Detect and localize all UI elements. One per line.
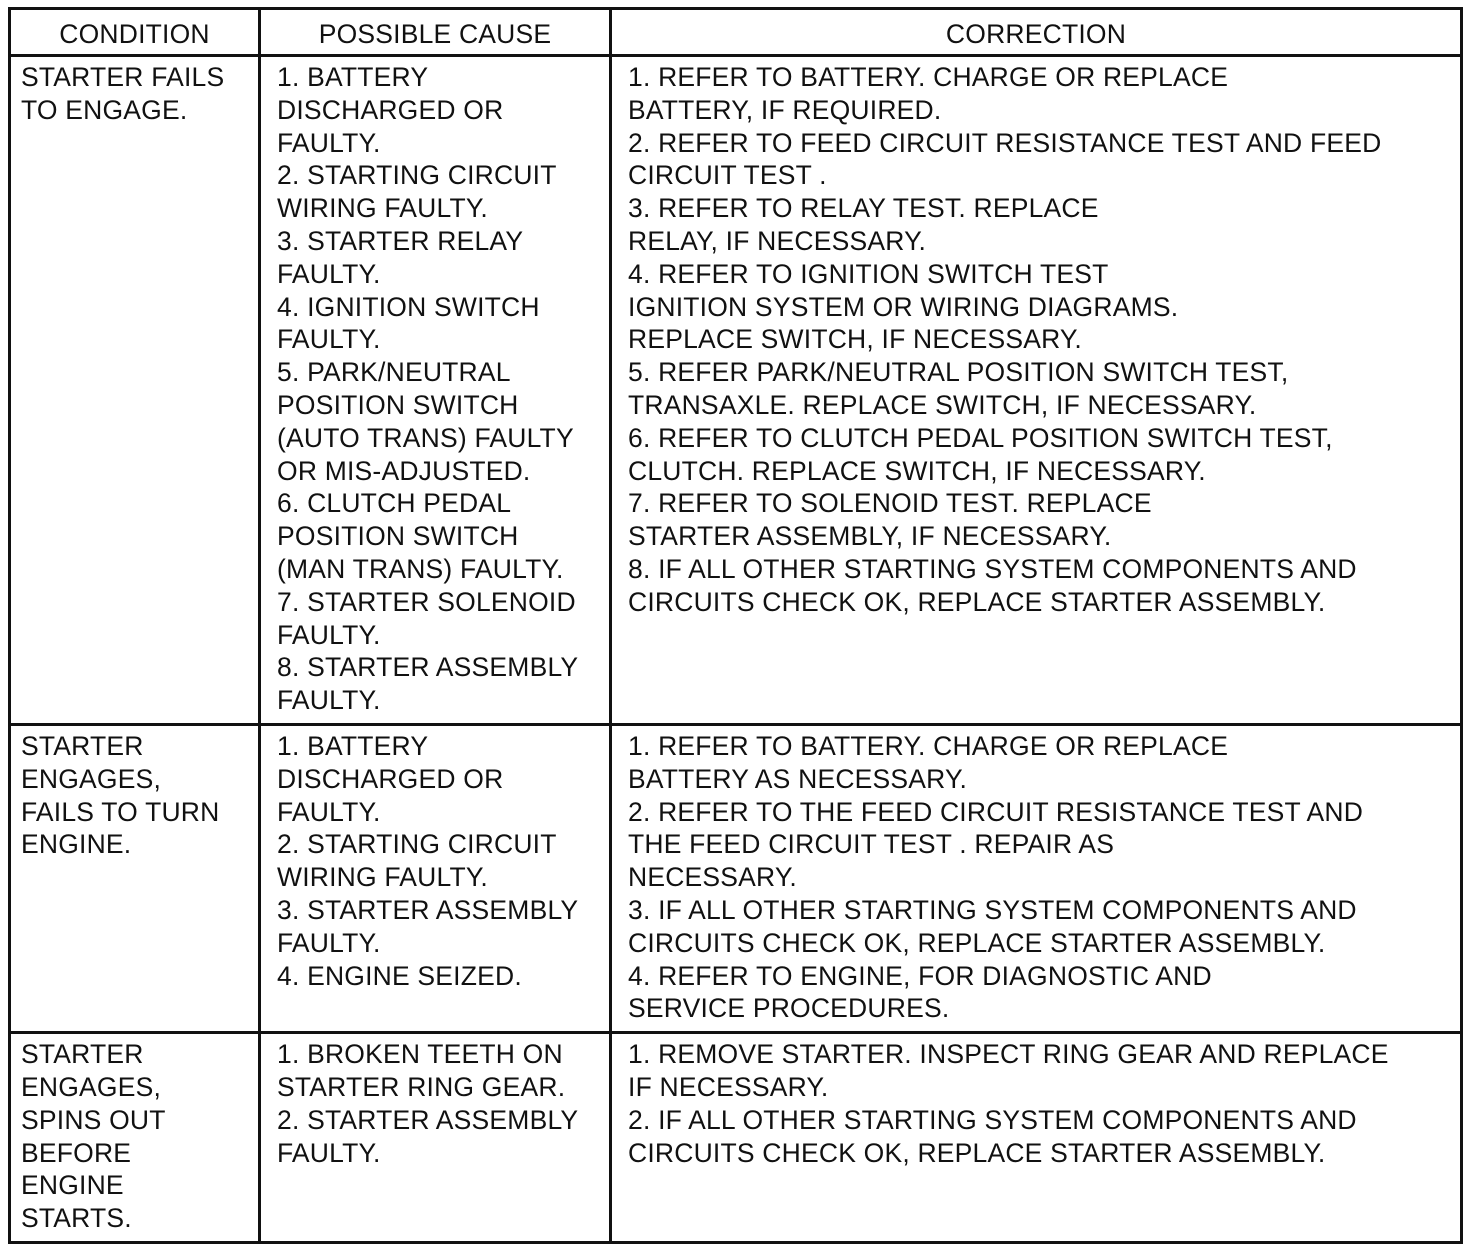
correction-line: 2. IF ALL OTHER STARTING SYSTEM COMPONENTS AND	[628, 1104, 1357, 1135]
correction-line: STARTER ASSEMBLY, IF NECESSARY.	[628, 521, 1112, 552]
correction-cell	[611, 1033, 1462, 1243]
cause-line: FAULTY.	[277, 796, 381, 827]
correction-line: 2. REFER TO THE FEED CIRCUIT RESISTANCE TEST AND	[628, 796, 1364, 827]
correction-line: NECESSARY.	[628, 862, 797, 893]
correction-line: 1. REFER TO BATTERY. CHARGE OR REPLACE	[628, 730, 1229, 761]
cause-line: 1. BROKEN TEETH ON	[277, 1039, 563, 1070]
header-correction: CORRECTION	[611, 9, 1462, 56]
correction-line: CIRCUITS CHECK OK, REPLACE STARTER ASSEMBLY.	[628, 927, 1326, 958]
correction-line: CIRCUITS CHECK OK, REPLACE STARTER ASSEMBLY.	[628, 586, 1326, 617]
condition-line: STARTS.	[21, 1203, 132, 1234]
correction-line: TRANSAXLE. REPLACE SWITCH, IF NECESSARY.	[628, 389, 1257, 420]
cause-line: 1. BATTERY	[277, 730, 429, 761]
cause-line: DISCHARGED OR	[277, 94, 504, 125]
condition-cell	[10, 56, 260, 725]
header-possible-cause: POSSIBLE CAUSE	[260, 9, 611, 56]
correction-line: 7. REFER TO SOLENOID TEST. REPLACE	[628, 488, 1152, 519]
condition-line: ENGINE	[21, 1170, 124, 1201]
possible-cause-cell	[260, 1033, 611, 1243]
correction-line: THE FEED CIRCUIT TEST . REPAIR AS	[628, 829, 1115, 860]
cause-line: POSITION SWITCH	[277, 389, 519, 420]
table-row	[10, 1033, 1462, 1243]
correction-line: 5. REFER PARK/NEUTRAL POSITION SWITCH TEST,	[628, 357, 1289, 388]
correction-line: REPLACE SWITCH, IF NECESSARY.	[628, 324, 1082, 355]
correction-line: CIRCUITS CHECK OK, REPLACE STARTER ASSEMBLY.	[628, 1137, 1326, 1168]
correction-line: 4. REFER TO ENGINE, FOR DIAGNOSTIC AND	[628, 960, 1212, 991]
condition-line: STARTER	[21, 1039, 144, 1070]
cause-line: 8. STARTER ASSEMBLY	[277, 652, 579, 683]
correction-cell	[611, 56, 1462, 725]
condition-line: TO ENGAGE.	[21, 94, 188, 125]
correction-line: IF NECESSARY.	[628, 1071, 829, 1102]
correction-cell	[611, 724, 1462, 1032]
condition-line: STARTER	[21, 730, 144, 761]
correction-line: 8. IF ALL OTHER STARTING SYSTEM COMPONENTS AND	[628, 553, 1357, 584]
cause-line: 5. PARK/NEUTRAL	[277, 357, 511, 388]
condition-line: STARTER FAILS	[21, 62, 225, 92]
cause-line: 2. STARTING CIRCUIT	[277, 829, 557, 860]
condition-line: ENGINE.	[21, 829, 132, 860]
correction-line: BATTERY AS NECESSARY.	[628, 763, 968, 794]
table-row	[10, 724, 1462, 1032]
condition-cell	[10, 1033, 260, 1243]
cause-line: 7. STARTER SOLENOID	[277, 586, 576, 617]
cause-line: OR MIS-ADJUSTED.	[277, 455, 531, 486]
header-row	[10, 9, 1462, 56]
cause-line: 2. STARTING CIRCUIT	[277, 160, 557, 191]
cause-line: FAULTY.	[277, 127, 381, 158]
correction-line: CLUTCH. REPLACE SWITCH, IF NECESSARY.	[628, 455, 1206, 486]
correction-line: SERVICE PROCEDURES.	[628, 993, 950, 1024]
correction-line: 4. REFER TO IGNITION SWITCH TEST	[628, 258, 1109, 289]
header-condition: CONDITION	[10, 9, 260, 56]
condition-line: FAILS TO TURN	[21, 796, 220, 827]
cause-line: (MAN TRANS) FAULTY.	[277, 553, 564, 584]
condition-cell	[10, 724, 260, 1032]
cause-line: 4. IGNITION SWITCH	[277, 291, 540, 322]
possible-cause-cell	[260, 724, 611, 1032]
cause-line: FAULTY.	[277, 1137, 381, 1168]
correction-line: BATTERY, IF REQUIRED.	[628, 94, 942, 125]
correction-line: 3. IF ALL OTHER STARTING SYSTEM COMPONENTS AND	[628, 894, 1357, 925]
cause-line: (AUTO TRANS) FAULTY	[277, 422, 574, 453]
correction-line: 2. REFER TO FEED CIRCUIT RESISTANCE TEST AND FEED	[628, 127, 1382, 158]
cause-line: 2. STARTER ASSEMBLY	[277, 1104, 579, 1135]
table-body	[10, 56, 1462, 1243]
condition-line: BEFORE	[21, 1137, 132, 1168]
table-row	[10, 56, 1462, 725]
condition-line: ENGAGES,	[21, 1071, 162, 1102]
correction-line: 3. REFER TO RELAY TEST. REPLACE	[628, 193, 1099, 224]
correction-line: 1. REFER TO BATTERY. CHARGE OR REPLACE	[628, 62, 1229, 92]
diagnosis-table	[8, 7, 1463, 1244]
cause-line: 4. ENGINE SEIZED.	[277, 960, 522, 991]
correction-line: IGNITION SYSTEM OR WIRING DIAGRAMS.	[628, 291, 1179, 322]
cause-line: FAULTY.	[277, 258, 381, 289]
cause-line: 3. STARTER ASSEMBLY	[277, 894, 579, 925]
correction-line: CIRCUIT TEST .	[628, 160, 827, 191]
cause-line: WIRING FAULTY.	[277, 193, 488, 224]
possible-cause-cell	[260, 56, 611, 725]
cause-line: DISCHARGED OR	[277, 763, 504, 794]
cause-line: 1. BATTERY	[277, 62, 429, 92]
correction-line: 1. REMOVE STARTER. INSPECT RING GEAR AND REPLACE	[628, 1039, 1389, 1070]
condition-line: ENGAGES,	[21, 763, 162, 794]
cause-line: 3. STARTER RELAY	[277, 225, 524, 256]
cause-line: POSITION SWITCH	[277, 521, 519, 552]
cause-line: FAULTY.	[277, 685, 381, 716]
condition-line: SPINS OUT	[21, 1104, 166, 1135]
correction-line: 6. REFER TO CLUTCH PEDAL POSITION SWITCH TEST,	[628, 422, 1333, 453]
correction-line: RELAY, IF NECESSARY.	[628, 225, 927, 256]
cause-line: FAULTY.	[277, 324, 381, 355]
cause-line: FAULTY.	[277, 927, 381, 958]
cause-line: FAULTY.	[277, 619, 381, 650]
cause-line: STARTER RING GEAR.	[277, 1071, 566, 1102]
cause-line: 6. CLUTCH PEDAL	[277, 488, 512, 519]
cause-line: WIRING FAULTY.	[277, 862, 488, 893]
